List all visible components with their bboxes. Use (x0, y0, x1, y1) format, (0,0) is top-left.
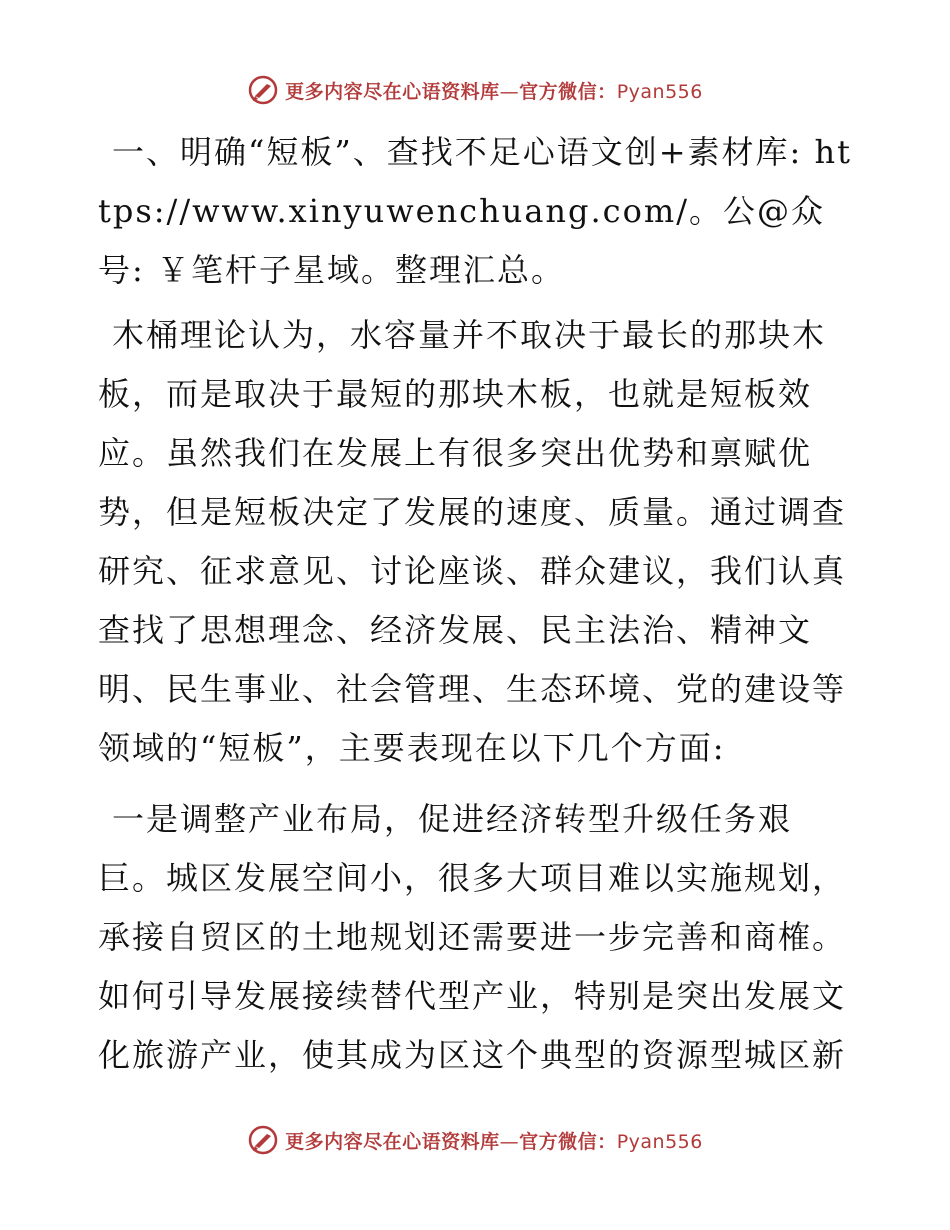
banner-dash: — (499, 80, 520, 103)
banner-text (285, 1127, 703, 1154)
banner-title: 更多内容尽在心语资料库 (285, 80, 500, 103)
paragraph-heading: 一、明确“短板”、查找不足心语文创+素材库: https://www.xinyuwenchuang.com/。公@众号: ￥笔杆子星域。整理汇总。 (98, 133, 852, 289)
banner-wechat-id: Pyan556 (616, 1130, 703, 1153)
banner-wechat-label: 官方微信： (519, 80, 617, 103)
banner-wechat-id: Pyan556 (616, 80, 703, 103)
paragraph-body: 一是调整产业布局，促进经济转型升级任务艰巨。城区发展空间小，很多大项目难以实施规划，承接自贸区的土地规划还需要进一步完善和商榷。如何引导发展接续替代型产业，特别是突出发展文化旅游产业，使其成为区这个典型的资源型城区新 (98, 800, 847, 1074)
brand-logo-icon (247, 1124, 279, 1156)
brand-logo-icon (247, 74, 279, 106)
banner-dash: — (499, 1130, 520, 1153)
header-banner (0, 70, 950, 110)
paragraph-body: 木桶理论认为，水容量并不取决于最长的那块木板，而是取决于最短的那块木板，也就是短板效应。虽然我们在发展上有很多突出优势和禀赋优势，但是短板决定了发展的速度、质量。通过调查研究、征求意见、讨论座谈、群众建议，我们认真查找了思想理念、经济发展、民主法治、精神文明、民生事业、社会管理、生态环境、党的建设等领域的“短板”，主要表现在以下几个方面: (98, 316, 847, 767)
banner-wechat-label: 官方微信： (519, 1130, 617, 1153)
footer-banner (0, 1120, 950, 1160)
banner-title: 更多内容尽在心语资料库 (285, 1130, 500, 1153)
banner-text (285, 77, 703, 104)
